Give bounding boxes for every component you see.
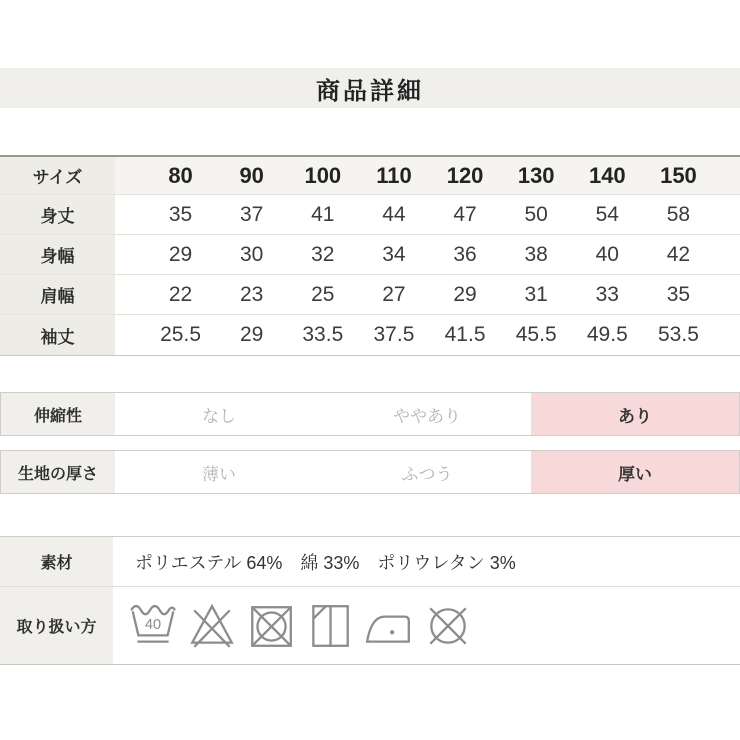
table-row-sleeve-length	[0, 315, 740, 355]
thickness-attribute-bar	[0, 450, 740, 494]
table-cell: 34	[382, 242, 406, 266]
table-cell: 29	[453, 282, 477, 306]
table-cell: 45.5	[515, 323, 557, 346]
size-table-header-values	[115, 157, 740, 194]
material-care-section	[0, 536, 740, 665]
care-row	[0, 587, 740, 664]
size-column-header: 150	[660, 162, 697, 188]
table-cell: 58	[666, 202, 691, 226]
size-column-header: 120	[446, 162, 484, 188]
attribute-option: 薄い	[115, 451, 323, 493]
attribute-label: 生地の厚さ	[1, 451, 115, 493]
section-title-band	[0, 68, 740, 108]
row-label: 身丈	[0, 195, 115, 234]
table-cell: 33	[595, 282, 619, 306]
row-label: 肩幅	[0, 275, 115, 314]
table-cell: 23	[240, 282, 264, 306]
no-bleach-icon	[187, 600, 237, 652]
table-cell: 33.5	[302, 323, 344, 346]
size-column-header: 130	[517, 162, 555, 188]
table-cell: 27	[382, 282, 406, 306]
table-cell: 25	[311, 282, 335, 306]
table-cell: 30	[240, 242, 264, 266]
table-cell: 40	[595, 242, 619, 266]
table-cell: 44	[382, 202, 406, 226]
size-table	[0, 155, 740, 356]
size-column-header: 110	[376, 162, 412, 188]
table-cell: 37.5	[373, 323, 415, 346]
table-cell: 35	[666, 282, 691, 306]
table-cell: 41.5	[444, 323, 486, 346]
attribute-option: ややあり	[323, 393, 531, 435]
material-value: ポリエステル 64% 綿 33% ポリウレタン 3%	[135, 552, 516, 573]
size-column-header: 140	[588, 162, 626, 188]
no-tumble-dry-icon	[246, 600, 296, 652]
table-cell: 50	[524, 202, 548, 226]
size-table-header-label: サイズ	[0, 157, 115, 194]
table-cell: 36	[453, 242, 477, 266]
page-title: 商品詳細	[316, 77, 424, 105]
table-cell: 49.5	[586, 323, 628, 346]
table-cell: 42	[666, 242, 691, 266]
material-row	[0, 537, 740, 587]
table-cell: 31	[524, 282, 548, 306]
attribute-option-selected: 厚い	[531, 451, 739, 493]
attribute-option: なし	[115, 393, 323, 435]
size-column-header: 90	[239, 162, 264, 188]
table-cell: 29	[240, 323, 264, 346]
table-cell: 47	[453, 202, 477, 226]
table-row-shoulder-width	[0, 275, 740, 315]
attribute-option: ふつう	[323, 451, 531, 493]
line-dry-shade-icon	[305, 600, 355, 652]
table-cell: 37	[240, 202, 264, 226]
attribute-label: 伸縮性	[1, 393, 115, 435]
size-table-header-row	[0, 157, 740, 195]
table-cell: 25.5	[160, 323, 201, 346]
wash-40-gentle-icon	[128, 600, 178, 652]
table-cell: 38	[524, 242, 548, 266]
material-label: 素材	[0, 537, 113, 586]
row-label: 袖丈	[0, 315, 115, 355]
care-label: 取り扱い方	[0, 587, 113, 664]
table-row-body-width	[0, 235, 740, 275]
no-dry-clean-icon	[423, 600, 473, 652]
stretch-attribute-bar	[0, 392, 740, 436]
table-row-body-length	[0, 195, 740, 235]
table-cell: 35	[168, 202, 193, 226]
table-cell: 22	[168, 282, 193, 306]
size-column-header: 100	[304, 162, 342, 188]
svg-text:40: 40	[144, 616, 162, 633]
row-label: 身幅	[0, 235, 115, 274]
table-cell: 41	[311, 202, 335, 226]
size-column-header: 80	[168, 162, 193, 188]
table-cell: 53.5	[658, 323, 699, 346]
attribute-option-selected: あり	[531, 393, 739, 435]
care-symbols	[113, 587, 740, 664]
table-cell: 32	[311, 242, 335, 266]
table-cell: 54	[595, 202, 619, 226]
table-cell: 29	[168, 242, 193, 266]
iron-low-icon	[364, 600, 414, 652]
